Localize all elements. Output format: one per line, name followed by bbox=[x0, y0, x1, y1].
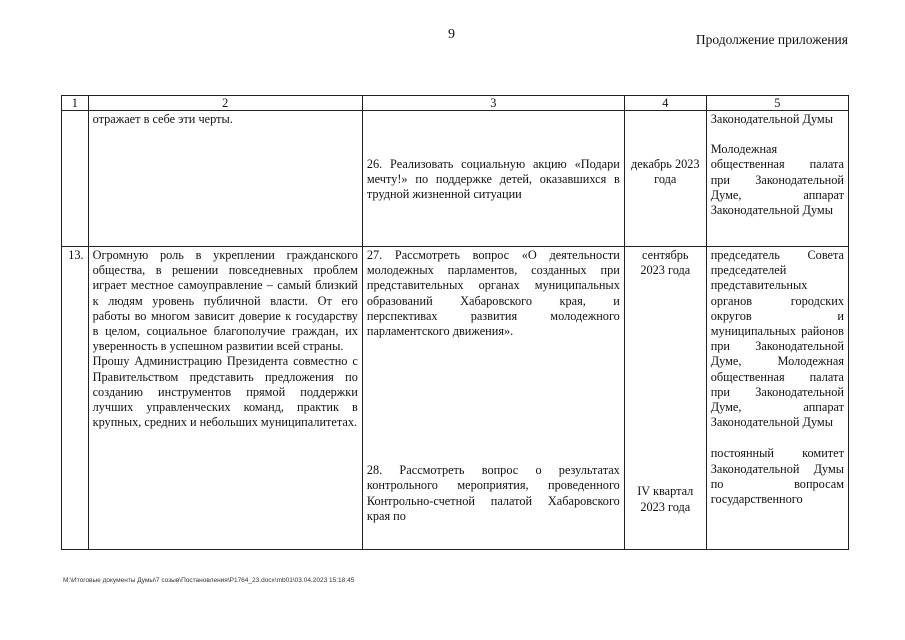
column-number-2: 2 bbox=[88, 96, 362, 111]
date-cell bbox=[624, 247, 706, 550]
continuation-heading: Продолжение приложения bbox=[695, 32, 848, 47]
date-cell bbox=[624, 111, 706, 247]
row-number-cell bbox=[62, 111, 89, 247]
page-number: 9 bbox=[448, 27, 455, 42]
event-28-date: IV квартал 2023 года bbox=[637, 484, 694, 514]
row-number-cell: 13. bbox=[62, 247, 89, 550]
column-number-row bbox=[62, 96, 849, 111]
column-number-4: 4 bbox=[624, 96, 706, 111]
event-28-text: 28. Рассмотреть вопрос о результатах контрольного мероприятия, проведенного Контрольно-счетной палатой Хабаровского края по bbox=[366, 463, 620, 523]
proposal-cell bbox=[88, 111, 362, 247]
event-26-date: декабрь 2023 года bbox=[630, 157, 700, 187]
event-26-responsible: Молодежная общественная палата при Законодательной Думе, аппарат Законодательной Думы bbox=[710, 142, 844, 218]
event-cell bbox=[362, 111, 624, 247]
event-26-text: 26. Реализовать социальную акцию «Подари мечту!» по поддержке детей, оказавшихся в трудной жизненной ситуации bbox=[366, 157, 620, 202]
proposal-cell bbox=[88, 247, 362, 550]
column-number-5: 5 bbox=[706, 96, 848, 111]
event-27-text: 27. Рассмотреть вопрос «О деятельности молодежных парламентов, созданных при представительных органах муниципальных образований Хабаровского края, и перспективах развития молодежного парламентского движения». bbox=[366, 248, 620, 339]
column-number-1: 1 bbox=[62, 96, 89, 111]
table-row bbox=[62, 111, 849, 247]
event-cell bbox=[362, 247, 624, 550]
proposal-paragraph-1: Огромную роль в укреплении гражданского общества, в решении повседневных проблем играет местное самоуправление – самый близкий к людям уровень публичной власти. От его работы во многом зависит доверие к государству в целом, социальное благополучие граждан, их уверенность в успешном развитии всей страны. bbox=[92, 248, 358, 354]
event-28-responsible: постоянный комитет Законодательной Думы по вопросам государственного bbox=[710, 446, 844, 507]
event-27-responsible: председатель Совета председателей представительных органов городских округов и муниципальных районов при Законодательной Думе, Молодежная общественная палата при Законодательной Думе, аппарат Законодательной Думы bbox=[710, 248, 844, 430]
table-row bbox=[62, 247, 849, 550]
proposal-paragraph-2: Прошу Администрацию Президента совместно с Правительством представить предложения по созданию инструментов прямой поддержки лучших управленческих команд, практик в крупных, средних и небольших муниципалитетах. bbox=[92, 354, 358, 430]
event-27-date: сентябрь 2023 года bbox=[640, 248, 691, 278]
column-number-3: 3 bbox=[362, 96, 624, 111]
plan-table bbox=[61, 95, 849, 550]
responsible-cell bbox=[706, 247, 848, 550]
responsible-prev-text: Законодательной Думы bbox=[710, 112, 833, 126]
responsible-cell bbox=[706, 111, 848, 247]
proposal-text: отражает в себе эти черты. bbox=[92, 112, 233, 126]
file-path-footer: M:\Итоговые документы Думы\7 созыв\Постановления\Р1764_23.docx\mb01\03.04.2023 15:18:45 bbox=[63, 577, 355, 584]
